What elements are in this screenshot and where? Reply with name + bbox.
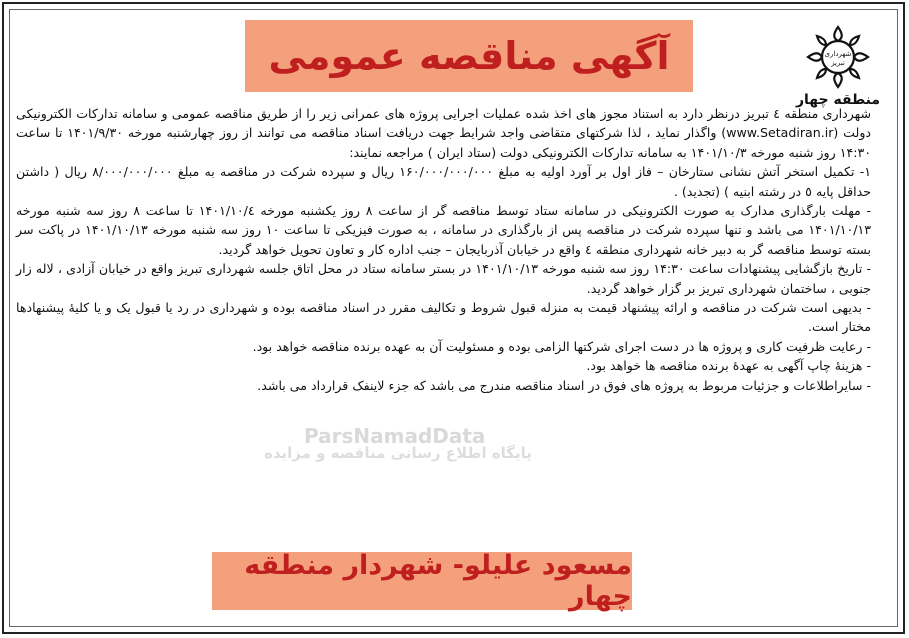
district-label: منطقه چهار <box>795 92 881 108</box>
signature-banner <box>212 552 632 610</box>
notice-title: آگهی مناقصه عمومی <box>268 34 670 78</box>
signature-text: مسعود علیلو- شهردار منطقه چهار <box>244 550 632 612</box>
emblem-text-line2: تبریز <box>831 59 845 67</box>
title-banner <box>245 20 693 92</box>
notice-frame <box>2 2 905 634</box>
paragraph-other-info: - سایراطلاعات و جزئیات مربوط به پروژه های فوق در اسناد مناقصه مندرج می باشد که جزء لاینفک قرارداد می باشد. <box>257 377 871 393</box>
emblem-text-line1: شهرداری <box>824 50 852 58</box>
paragraph-opening-date: - تاریخ بازگشایی پیشنهادات ساعت ۱۴:۳۰ روز سه شنبه مورخه ۱۴۰۱/۱۰/۱۳ در بستر سامانه ستاد در محل اتاق جلسه شهرداری تبریز واقع در خیابان آزادی ، لاله زار جنوبی ، ساختمان شهرداری تبریز بر گزار خواهد گردید. <box>16 261 872 296</box>
paragraph-upload-deadline: - مهلت بارگذاری مدارک به صورت الکترونیکی در سامانه ستاد توسط مناقصه گر از ساعت ۸ روز یکشنبه مورخه ۱۴۰۱/۱۰/٤ تا ساعت ۸ روز سه شنبه مورخه ۱۴۰۱/۱۰/۱۳ می باشد و تنها سپرده شرکت در مناقصه پس از بارگذاری در سامانه ، به صورت فیزیکی تا ساعت ۱۰ روز سه شنبه مورخه ۱۴۰۱/۱۰/۱۳ در پاکت سر بسته توسط مناقصه گر به دبیر خانه شهرداری منطقه ٤ واقع در خیابان آذربایجان – جنب اداره کار و تعاون تحویل خواهد گردید. <box>16 203 872 257</box>
paragraph-intro: شهرداری منطقه ٤ تبریز درنظر دارد به استناد مجوز های اخذ شده عملیات اجرایی پروژه های عمرانی زیر را از طریق مناقصه عمومی و سامانه تدارکات الکترونیکی دولت (www.Setadiran.ir) واگذار نماید ، لذا شرکتهای متقاضی واجد شرایط جهت دریافت اسناد مناقصه می توانند از روز چهارشنبه مورخه ۱۴۰۱/۹/۳۰ تا ساعت ۱۴:۳۰ روز شنبه مورخه ۱۴۰۱/۱۰/۳ به سامانه تدارکات الکترونیکی دولت (ستاد ایران ) مراجعه نمایند: <box>16 106 872 160</box>
municipality-emblem-icon <box>805 24 871 90</box>
paragraph-ad-cost: - هزینهٔ چاپ آگهی به عهدهٔ برنده مناقصه ها خواهد بود. <box>586 358 871 374</box>
municipality-logo <box>795 24 881 112</box>
paragraph-acceptance: - بدیهی است شرکت در مناقصه و ارائه پیشنهاد قیمت به منزله قبول شروط و تکالیف مقرر در اسناد مناقصه بوده و شهرداری در رد یا قبول یک و یا کلیهٔ پیشنهادها مختار است. <box>16 300 871 335</box>
watermark-site: ParsNamadData <box>304 424 486 448</box>
watermark-caption: پایگاه اطلاع رسانی مناقصه و مزایده <box>264 444 532 462</box>
paragraph-project-1: ۱- تکمیل استخر آتش نشانی ستارخان – فاز اول بر آورد اولیه به مبلغ ۱۶۰/۰۰۰/۰۰۰/۰۰۰ ریال و سپرده شرکت در مناقصه به مبلغ ۸/۰۰۰/۰۰۰/۰۰۰ ریال ( داشتن حداقل پایه ٥ در رشته ابنیه ) (تجدید) . <box>16 164 871 199</box>
paragraph-capacity: - رعایت ظرفیت کاری و پروژه ها در دست اجرای شرکتها الزامی بوده و مسئولیت آن به عهده برنده مناقصه خواهد بود. <box>252 338 871 354</box>
notice-body <box>16 104 871 395</box>
